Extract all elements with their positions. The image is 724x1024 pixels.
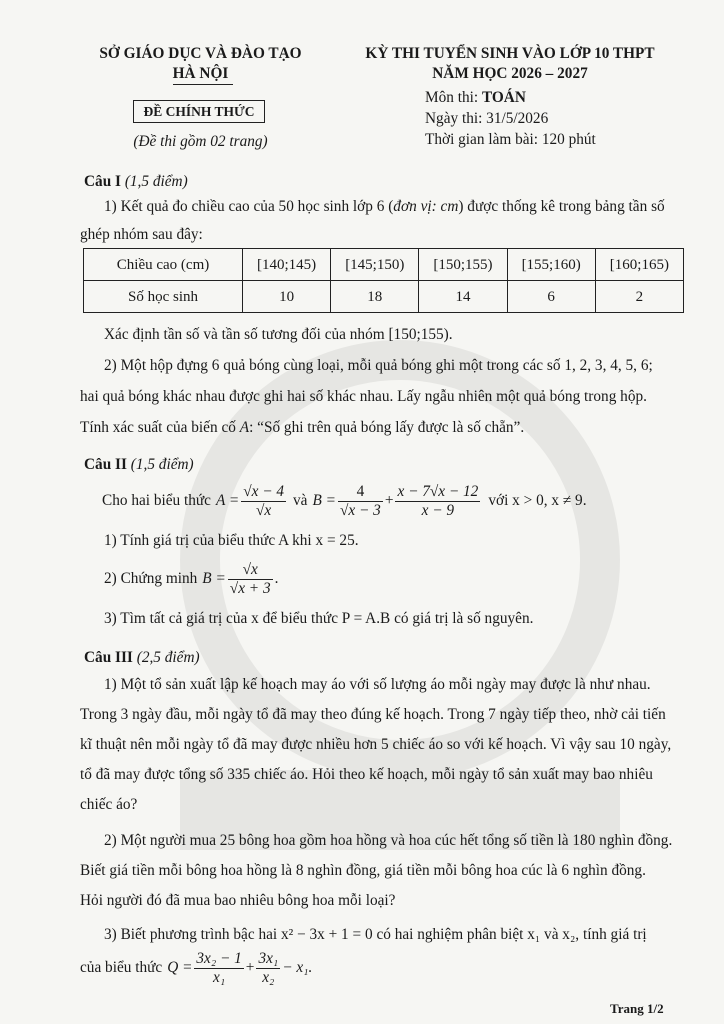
expr-Q-symbol: Q = — [167, 958, 193, 976]
q3-points: (2,5 điểm) — [136, 649, 200, 666]
table-cell: [145;150) — [331, 249, 419, 281]
header-underline-left — [173, 84, 233, 85]
q1-p1-task: Xác định tần số và tần số tương đối của nhóm [150;155). — [104, 326, 453, 343]
exam-duration: Thời gian làm bài: 120 phút — [425, 131, 596, 148]
table-header-cell: Số học sinh — [84, 281, 243, 313]
subject-name: TOÁN — [481, 89, 526, 106]
q3-p3-line1: 3) Biết phương trình bậc hai x² − 3x + 1 = 0 có hai nghiệm phân biệt x₁ và x₂, tính giá trị — [104, 926, 647, 943]
q2-points: (1,5 điểm) — [130, 456, 194, 473]
q3-title: Câu III — [84, 649, 133, 666]
q1-p2-var: A — [239, 419, 250, 436]
expr-B-f2-numerator: x − 7√x − 12 — [397, 482, 479, 500]
exam-date: Ngày thi: 31/5/2026 — [425, 110, 549, 127]
table-cell: 6 — [507, 281, 595, 313]
frequency-table — [83, 248, 684, 313]
q1-p1-unit: đơn vị: cm — [393, 198, 459, 215]
q1-p1-line1 — [104, 198, 665, 216]
q1-p2-line1: 2) Một hộp đựng 6 quả bóng cùng loại, mỗi quả bóng ghi một trong các số 1, 2, 3, 4, 5, 6; — [104, 357, 653, 374]
expr-B-f1-numerator: 4 — [338, 483, 383, 502]
q2-heading — [84, 456, 194, 474]
pages-note: (Đề thi gồm 02 trang) — [133, 133, 268, 150]
expr-Q-fraction-1 — [194, 950, 243, 987]
q1-p2-line3 — [80, 419, 524, 437]
q2-and: và — [293, 491, 308, 509]
q1-p2-text-a: Tính xác suất của biến cố — [80, 419, 240, 436]
q3-p3-text: của biểu thức — [80, 958, 163, 976]
expr-B-fraction-2 — [395, 483, 480, 520]
q2-intro: Cho hai biểu thức — [102, 491, 211, 509]
q3-p1-line: kĩ thuật nên mỗi ngày tổ đã may được nhiều hơn 5 chiếc áo so với kế hoạch. Vì vậy sau 10 ngày, — [80, 736, 672, 753]
q2-title: Câu II — [84, 456, 127, 473]
expr-B-symbol: B = — [312, 491, 336, 509]
q3-p1-line: 1) Một tổ sản xuất lập kế hoạch may áo với số lượng áo mỗi ngày may được là như nhau. — [104, 676, 651, 693]
expr-A-denominator: x — [264, 501, 272, 519]
q1-p1-text-b: ) được thống kê trong bảng tần số — [458, 198, 665, 215]
q1-p2-text-b: : “Số ghi trên quả bóng lấy được là số chẵn”. — [249, 419, 525, 436]
table-header-cell: Chiều cao (cm) — [84, 249, 243, 281]
q2-task-2-denominator: x + 3 — [238, 579, 271, 597]
q3-p3-line2: của biểu thức Q = $\frac{\text{3x₂ − 1}}{\text{x₁}}$ + $\frac{\text{3x₁}}{\text{x₂}}$ − x₁. — [80, 949, 313, 986]
q2-task-2-fraction: $\frac{√x}{√x + 3}$ — [229, 560, 271, 597]
expr-Q-tail: − x₁. — [282, 958, 313, 976]
q1-points: (1,5 điểm) — [124, 173, 188, 190]
q1-p2-line2: hai quả bóng khác nhau được ghi hai số khác nhau. Lấy ngẫu nhiên một quả bóng trong hộp. — [80, 388, 647, 405]
table-cell: 14 — [419, 281, 507, 313]
q1-p1-text-a: 1) Kết quả đo chiều cao của 50 học sinh lớp 6 ( — [104, 198, 394, 215]
table-row — [84, 249, 684, 281]
expr-Q-f1-denominator: x₁ — [213, 968, 226, 986]
expr-Q-fraction-2 — [256, 950, 280, 987]
q3-heading — [84, 649, 200, 667]
department-name: SỞ GIÁO DỤC VÀ ĐÀO TẠO — [99, 45, 302, 62]
q1-heading — [84, 173, 188, 191]
expr-A-symbol: A = — [215, 491, 240, 509]
expr-Q-f2-numerator: 3x₁ — [258, 949, 279, 967]
department-city: HÀ NỘI — [172, 65, 229, 82]
expr-B-fraction-1: $\frac{4}{√x - 3}$ — [339, 482, 381, 519]
q3-p2-line: Hỏi người đó đã mua bao nhiêu bông hoa mỗi loại? — [80, 892, 396, 909]
official-exam-badge: ĐỀ CHÍNH THỨC — [133, 100, 265, 123]
table-cell: [160;165) — [595, 249, 683, 281]
q3-p1-line: tổ đã may được tổng số 335 chiếc áo. Hỏi theo kế hoạch, mỗi ngày tổ sản xuất may bao nhiêu — [80, 766, 653, 783]
table-row — [84, 281, 684, 313]
subject-line — [425, 89, 526, 107]
expr-A-fraction: $\frac{√x - 4}{√x}$ — [243, 482, 285, 519]
q2-task-2-numerator: x — [251, 560, 258, 578]
q2-task-1: 1) Tính giá trị của biểu thức A khi x = 25. — [104, 532, 359, 549]
exam-title: KỲ THI TUYỂN SINH VÀO LỚP 10 THPT — [365, 45, 655, 62]
q3-p2-line: Biết giá tiền mỗi bông hoa hồng là 8 nghìn đồng, giá tiền mỗi bông hoa cúc là 6 nghìn đồng. — [80, 862, 646, 879]
table-cell: [150;155) — [419, 249, 507, 281]
q3-p2-line: 2) Một người mua 25 bông hoa gồm hoa hồng và hoa cúc hết tổng số tiền là 180 nghìn đồng. — [104, 832, 673, 849]
expr-B-f1-denominator: x − 3 — [348, 501, 381, 519]
table-cell: 10 — [243, 281, 331, 313]
page-number: Trang 1/2 — [610, 1001, 664, 1016]
table-cell: 18 — [331, 281, 419, 313]
q2-condition: với x > 0, x ≠ 9. — [488, 491, 587, 509]
q2-task-2: 2) Chứng minh B = $\frac{√x}{√x + 3}$ . — [104, 560, 279, 597]
table-cell: 2 — [595, 281, 683, 313]
school-year: NĂM HỌC 2026 – 2027 — [432, 65, 588, 82]
q2-task-3: 3) Tìm tất cả giá trị của x để biểu thức P = A.B có giá trị là số nguyên. — [104, 610, 534, 627]
table-cell: [155;160) — [507, 249, 595, 281]
q1-p1-line2: ghép nhóm sau đây: — [80, 226, 203, 243]
q2-expressions: Cho hai biểu thức A = $\frac{√x - 4}{√x}$ và B = $\frac{4}{√x - 3}$ + $\frac{x - 7√x - 12}{x - 9}$ với x > 0, x ≠ 9. — [102, 482, 587, 519]
expr-A-numerator: x − 4 — [251, 482, 285, 500]
expr-Q-f2-denominator: x₂ — [262, 968, 275, 986]
table-cell: [140;145) — [243, 249, 331, 281]
q3-p1-line: chiếc áo? — [80, 796, 138, 813]
q1-title: Câu I — [84, 173, 121, 190]
subject-label: Môn thi: — [425, 89, 482, 106]
expr-B-f2-denominator: x − 9 — [421, 501, 455, 519]
expr-Q-f1-numerator: 3x₂ − 1 — [196, 949, 242, 967]
q2-task-2-text: 2) Chứng minh — [104, 569, 198, 587]
q3-p1-line: Trong 3 ngày đầu, mỗi ngày tổ đã may theo đúng kế hoạch. Trong 7 ngày tiếp theo, nhờ cải tiến — [80, 706, 666, 723]
